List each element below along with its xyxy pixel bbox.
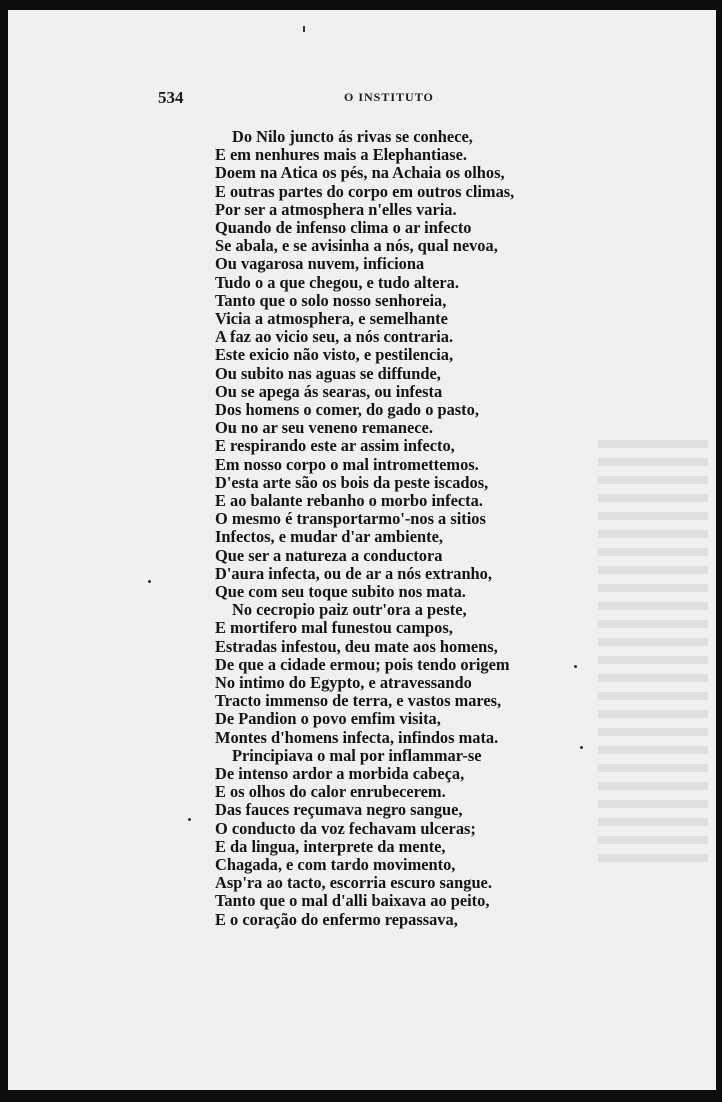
poem-line: Tanto que o mal d'alli baixava ao peito, <box>215 891 490 911</box>
poem-line: Chagada, e com tardo movimento, <box>215 855 456 874</box>
poem-line: Este exicio não visto, e pestilencia, <box>215 345 454 365</box>
ink-speck <box>580 746 583 749</box>
poem-line: E respirando este ar assim infecto, <box>215 436 455 456</box>
poem-line: Tanto que o solo nosso senhoreia, <box>215 290 447 310</box>
poem-line: Ou se apega ás searas, ou infesta <box>215 381 443 401</box>
page-header <box>8 88 716 108</box>
poem-line: D'aura infecta, ou de ar a nós extranho, <box>215 563 492 583</box>
poem-line: Ou vagarosa nuvem, inficiona <box>215 254 425 274</box>
poem-line: Tracto immenso de terra, e vastos mares, <box>215 691 502 711</box>
poem-line: Ou no ar seu veneno remanece. <box>215 418 433 438</box>
poem-line: Principiava o mal por inflammar-se <box>232 745 482 765</box>
poem-line: E da lingua, interprete da mente, <box>215 836 446 856</box>
poem-line: Estradas infestou, deu mate aos homens, <box>215 636 498 656</box>
poem-line: Asp'ra ao tacto, escorria escuro sangue. <box>215 873 492 893</box>
poem-line: Se abala, e se avisinha a nós, qual nevoa, <box>215 236 498 256</box>
poem-line: E ao balante rebanho o morbo infecta. <box>215 491 483 510</box>
poem-line: Em nosso corpo o mal intromettemos. <box>215 454 479 474</box>
poem-line: Que ser a natureza a conductora <box>215 545 443 565</box>
poem-line: Que com seu toque subito nos mata. <box>215 582 466 601</box>
poem-line: Infectos, e mudar d'ar ambiente, <box>215 527 443 547</box>
poem-line: De intenso ardor a morbida cabeça, <box>215 764 465 783</box>
poem-line: No cecropio paiz outr'ora a peste, <box>232 600 467 620</box>
poem-line: Por ser a atmosphera n'elles varia. <box>215 199 457 219</box>
poem-line: No intimo do Egypto, e atravessando <box>215 673 472 692</box>
poem-line: E o coração do enfermo repassava, <box>215 909 458 929</box>
poem-line: Do Nilo juncto ás rivas se conhece, <box>232 127 473 146</box>
running-head: O INSTITUTO <box>344 90 434 104</box>
ink-speck <box>148 580 151 583</box>
poem-line: E outras partes do corpo em outros climas, <box>215 181 515 201</box>
poem-line: Tudo o a que chegou, e tudo altera. <box>215 272 459 292</box>
poem-line: Das fauces reçumava negro sangue, <box>215 800 463 820</box>
book-page <box>8 10 716 1090</box>
poem-line: Doem na Atica os pés, na Achaia os olhos, <box>215 163 505 183</box>
page-number: 534 <box>158 88 184 107</box>
poem-line: E mortifero mal funestou campos, <box>215 618 453 638</box>
poem-line: De Pandion o povo emfim visita, <box>215 709 441 729</box>
poem-line: E os olhos do calor enrubecerem. <box>215 782 446 802</box>
poem-line: A faz ao vicio seu, a nós contraria. <box>215 327 454 347</box>
poem-line: De que a cidade ermou; pois tendo origem <box>215 654 510 674</box>
ink-speck <box>188 818 191 821</box>
poem-line: Quando de infenso clima o ar infecto <box>215 218 472 237</box>
poem-line: O mesmo é transportarmo'-nos a sitios <box>215 509 486 529</box>
poem-line: O conducto da voz fechavam ulceras; <box>215 818 476 838</box>
poem-line: Ou subito nas aguas se diffunde, <box>215 363 441 383</box>
ink-speck <box>303 26 305 32</box>
poem-line: D'esta arte são os bois da peste iscados, <box>215 472 489 492</box>
poem-line: Vicia a atmosphera, e semelhante <box>215 309 448 328</box>
ink-speck <box>574 665 577 668</box>
poem-line: Dos homens o comer, do gado o pasto, <box>215 400 479 419</box>
show-through-bleed <box>598 440 708 870</box>
poem-line: Montes d'homens infecta, infindos mata. <box>215 727 499 747</box>
poem-line: E em nenhures mais a Elephantiase. <box>215 145 467 165</box>
